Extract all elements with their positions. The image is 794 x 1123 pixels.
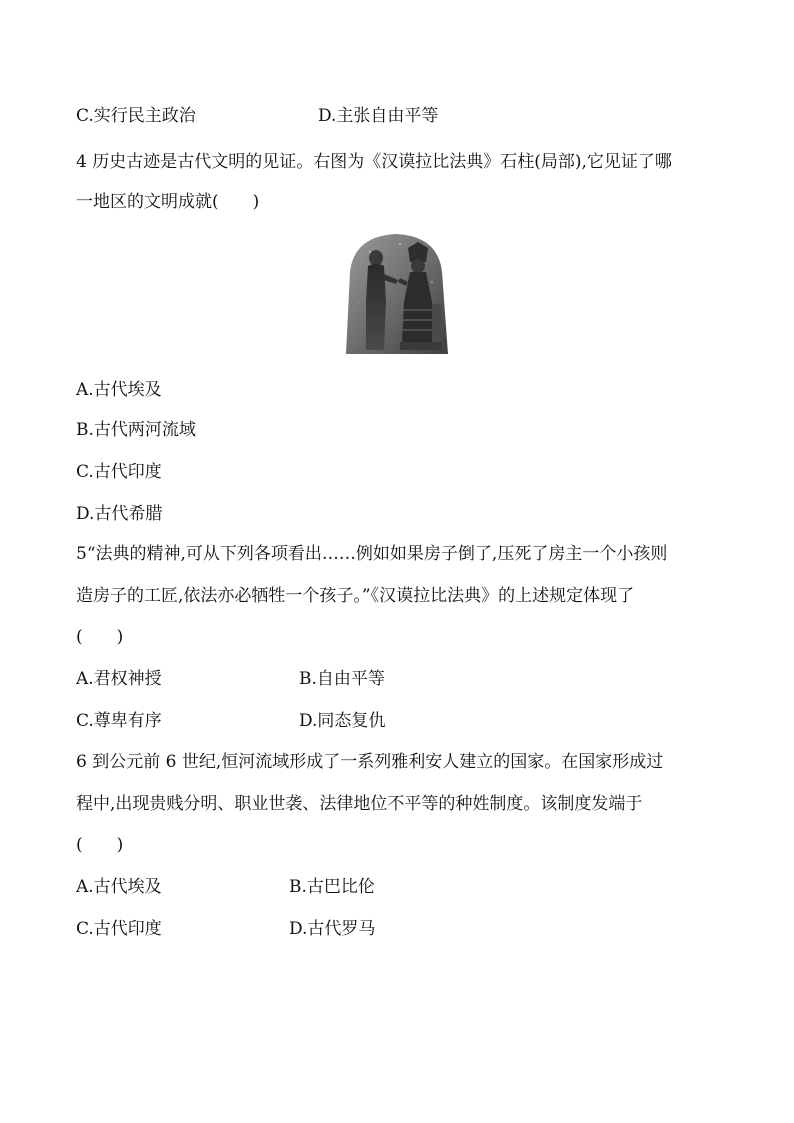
q3-option-d: D.主张自由平等 xyxy=(318,106,439,126)
q6-option-b: B.古巴比伦 xyxy=(289,877,375,897)
hammurabi-stele-image xyxy=(340,232,452,354)
q4-option-a: A.古代埃及 xyxy=(76,380,162,400)
q6-option-a: A.古代埃及 xyxy=(76,877,162,897)
q6-stem-line3: ( ) xyxy=(76,835,124,855)
standing-figure-body xyxy=(366,264,386,350)
q5-stem-line3: ( ) xyxy=(76,627,124,647)
q5-option-b: B.自由平等 xyxy=(299,669,385,689)
stele-relief-illustration xyxy=(340,232,452,354)
q6-option-d: D.古代罗马 xyxy=(289,919,376,939)
q6-option-c: C.古代印度 xyxy=(76,919,162,939)
seated-figure-head xyxy=(411,259,425,273)
q5-stem-line2: 造房子的工匠,依法亦必牺牲一个孩子。”《汉谟拉比法典》的上述规定体现了 xyxy=(76,586,635,606)
q4-stem-line2: 一地区的文明成就( ) xyxy=(76,192,260,212)
q6-stem-line2: 程中,出现贵贱分明、职业世袭、法律地位不平等的种姓制度。该制度发端于 xyxy=(76,794,643,814)
q4-option-d: D.古代希腊 xyxy=(76,504,163,524)
q6-stem-line1: 6 到公元前 6 世纪,恒河流域形成了一系列雅利安人建立的国家。在国家形成过 xyxy=(76,752,664,772)
q4-option-b: B.古代两河流域 xyxy=(76,420,196,440)
q4-option-c: C.古代印度 xyxy=(76,462,162,482)
q5-option-c: C.尊卑有序 xyxy=(76,711,162,731)
standing-figure-head xyxy=(369,250,383,266)
q3-option-c: C.实行民主政治 xyxy=(76,106,196,126)
q5-option-a: A.君权神授 xyxy=(76,669,162,689)
q5-option-d: D.同态复仇 xyxy=(299,711,386,731)
q4-stem-line1: 4 历史古迹是古代文明的见证。右图为《汉谟拉比法典》石柱(局部),它见证了哪 xyxy=(76,152,672,172)
q5-stem-line1: 5“法典的精神,可从下列各项看出……例如如果房子倒了,压死了房主一个小孩则 xyxy=(76,544,668,564)
